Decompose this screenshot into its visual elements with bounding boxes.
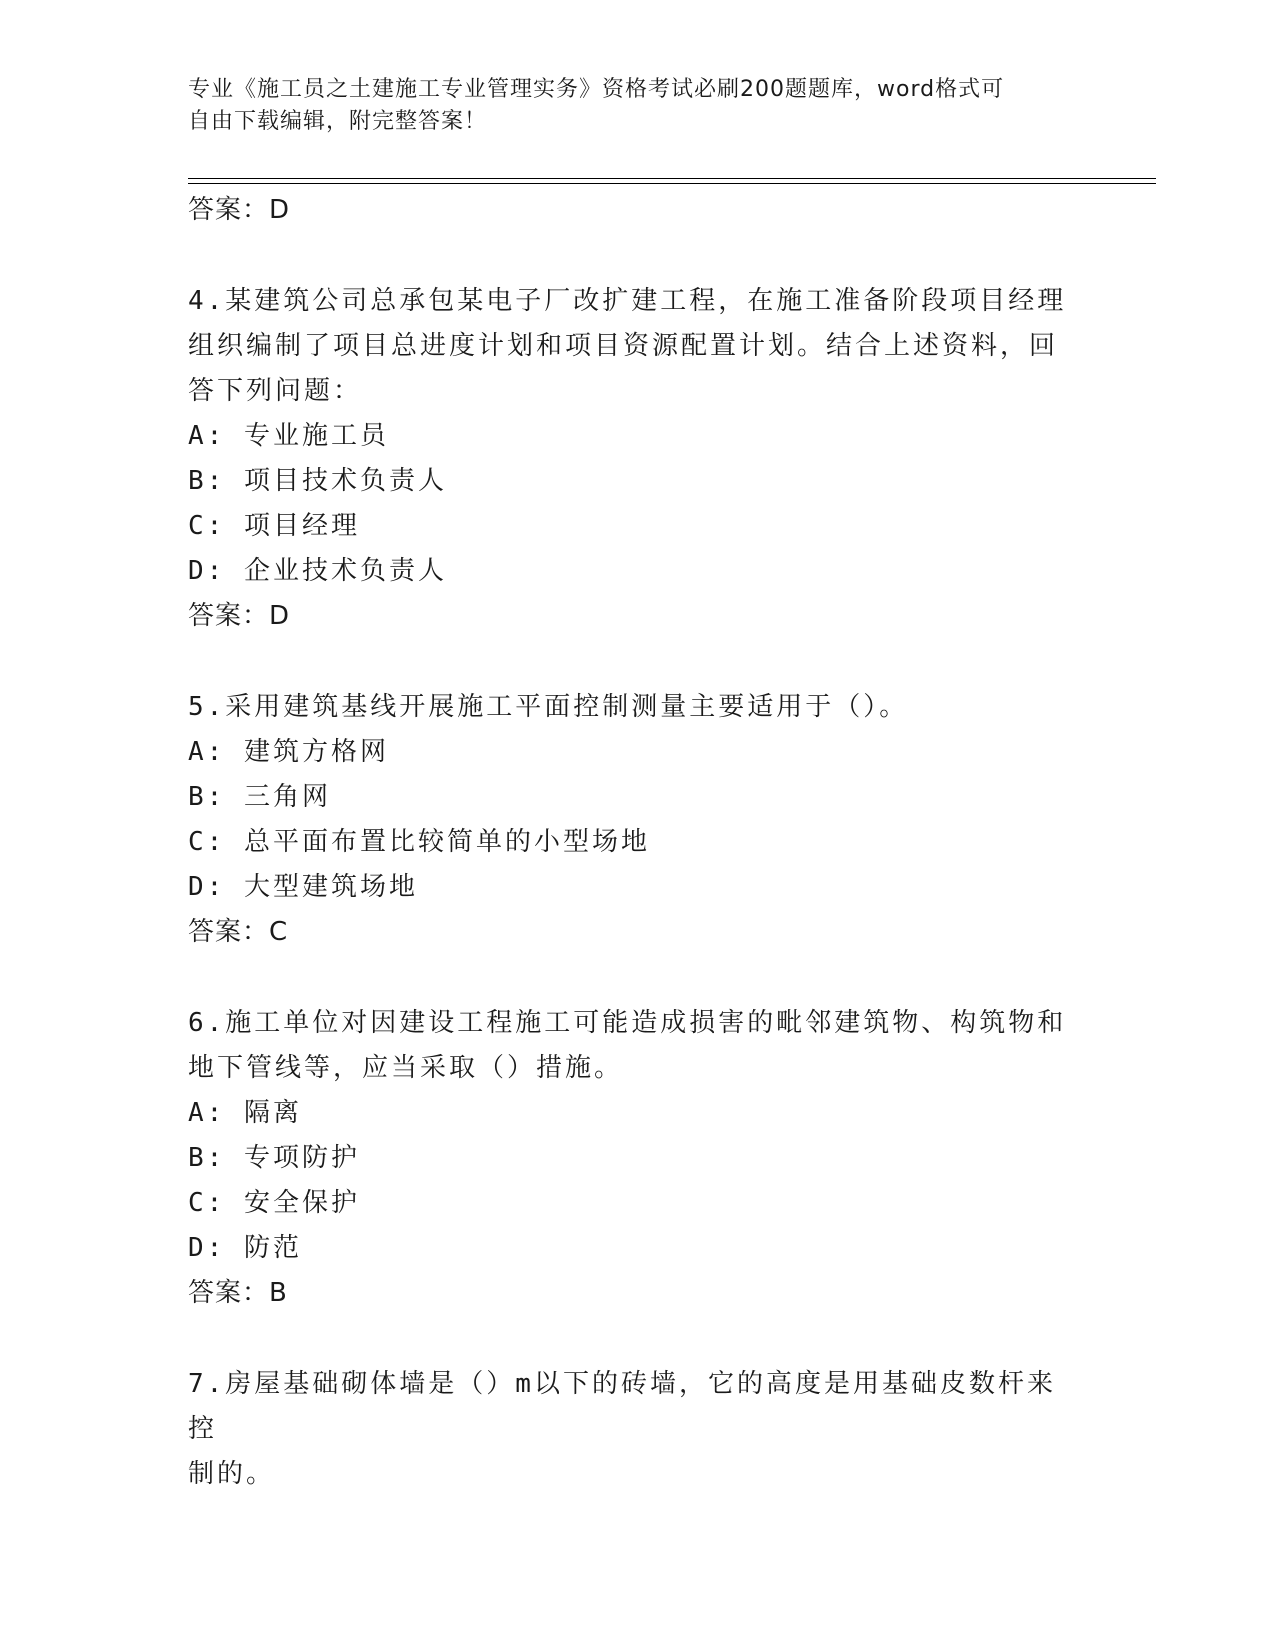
question-text-line: 地下管线等，应当采取（）措施。 [188, 1053, 624, 1083]
question-5-text [188, 685, 1068, 730]
question-4 [188, 279, 1088, 639]
option-d: D: 大型建筑场地 [188, 872, 418, 902]
question-6 [188, 1001, 1088, 1316]
question-text-line: 5.采用建筑基线开展施工平面控制测量主要适用于（）。 [188, 692, 909, 722]
option-c: C: 总平面布置比较简单的小型场地 [188, 827, 650, 857]
header-line-2: 自由下载编辑，附完整答案！ [188, 109, 488, 134]
question-7-text [188, 1362, 1068, 1497]
option-a: A: 专业施工员 [188, 421, 389, 451]
option-a: A: 建筑方格网 [188, 737, 389, 767]
question-text-line: 6.施工单位对因建设工程施工可能造成损害的毗邻建筑物、构筑物和 [188, 1008, 1067, 1038]
header-line-1: 专业《施工员之土建施工专业管理实务》资格考试必刷200题题库，word格式可 [188, 77, 1005, 102]
option-d: D: 企业技术负责人 [188, 556, 447, 586]
answer-5: 答案：C [188, 917, 289, 947]
document-header [188, 74, 1068, 138]
option-a: A: 隔离 [188, 1098, 302, 1128]
document-body [188, 188, 1088, 1497]
header-divider [188, 178, 1156, 184]
option-c: C: 项目经理 [188, 511, 360, 541]
question-7 [188, 1362, 1088, 1497]
option-b: B: 专项防护 [188, 1143, 360, 1173]
question-text-line: 答下列问题： [188, 376, 363, 406]
question-4-text [188, 279, 1068, 414]
question-6-text [188, 1001, 1068, 1091]
answer-4: 答案：D [188, 601, 291, 631]
option-b: B: 三角网 [188, 782, 331, 812]
question-text-line: 4.某建筑公司总承包某电子厂改扩建工程，在施工准备阶段项目经理 [188, 286, 1067, 316]
question-5 [188, 685, 1088, 955]
option-d: D: 防范 [188, 1233, 302, 1263]
question-text-line: 制的。 [188, 1459, 276, 1489]
option-b: B: 项目技术负责人 [188, 466, 447, 496]
answer-6: 答案：B [188, 1278, 288, 1308]
question-text-line: 7.房屋基础砌体墙是（）m以下的砖墙，它的高度是用基础皮数杆来控 [188, 1369, 1056, 1444]
answer-previous: 答案：D [188, 195, 291, 225]
option-c: C: 安全保护 [188, 1188, 360, 1218]
question-text-line: 组织编制了项目总进度计划和项目资源配置计划。结合上述资料，回 [188, 331, 1059, 361]
